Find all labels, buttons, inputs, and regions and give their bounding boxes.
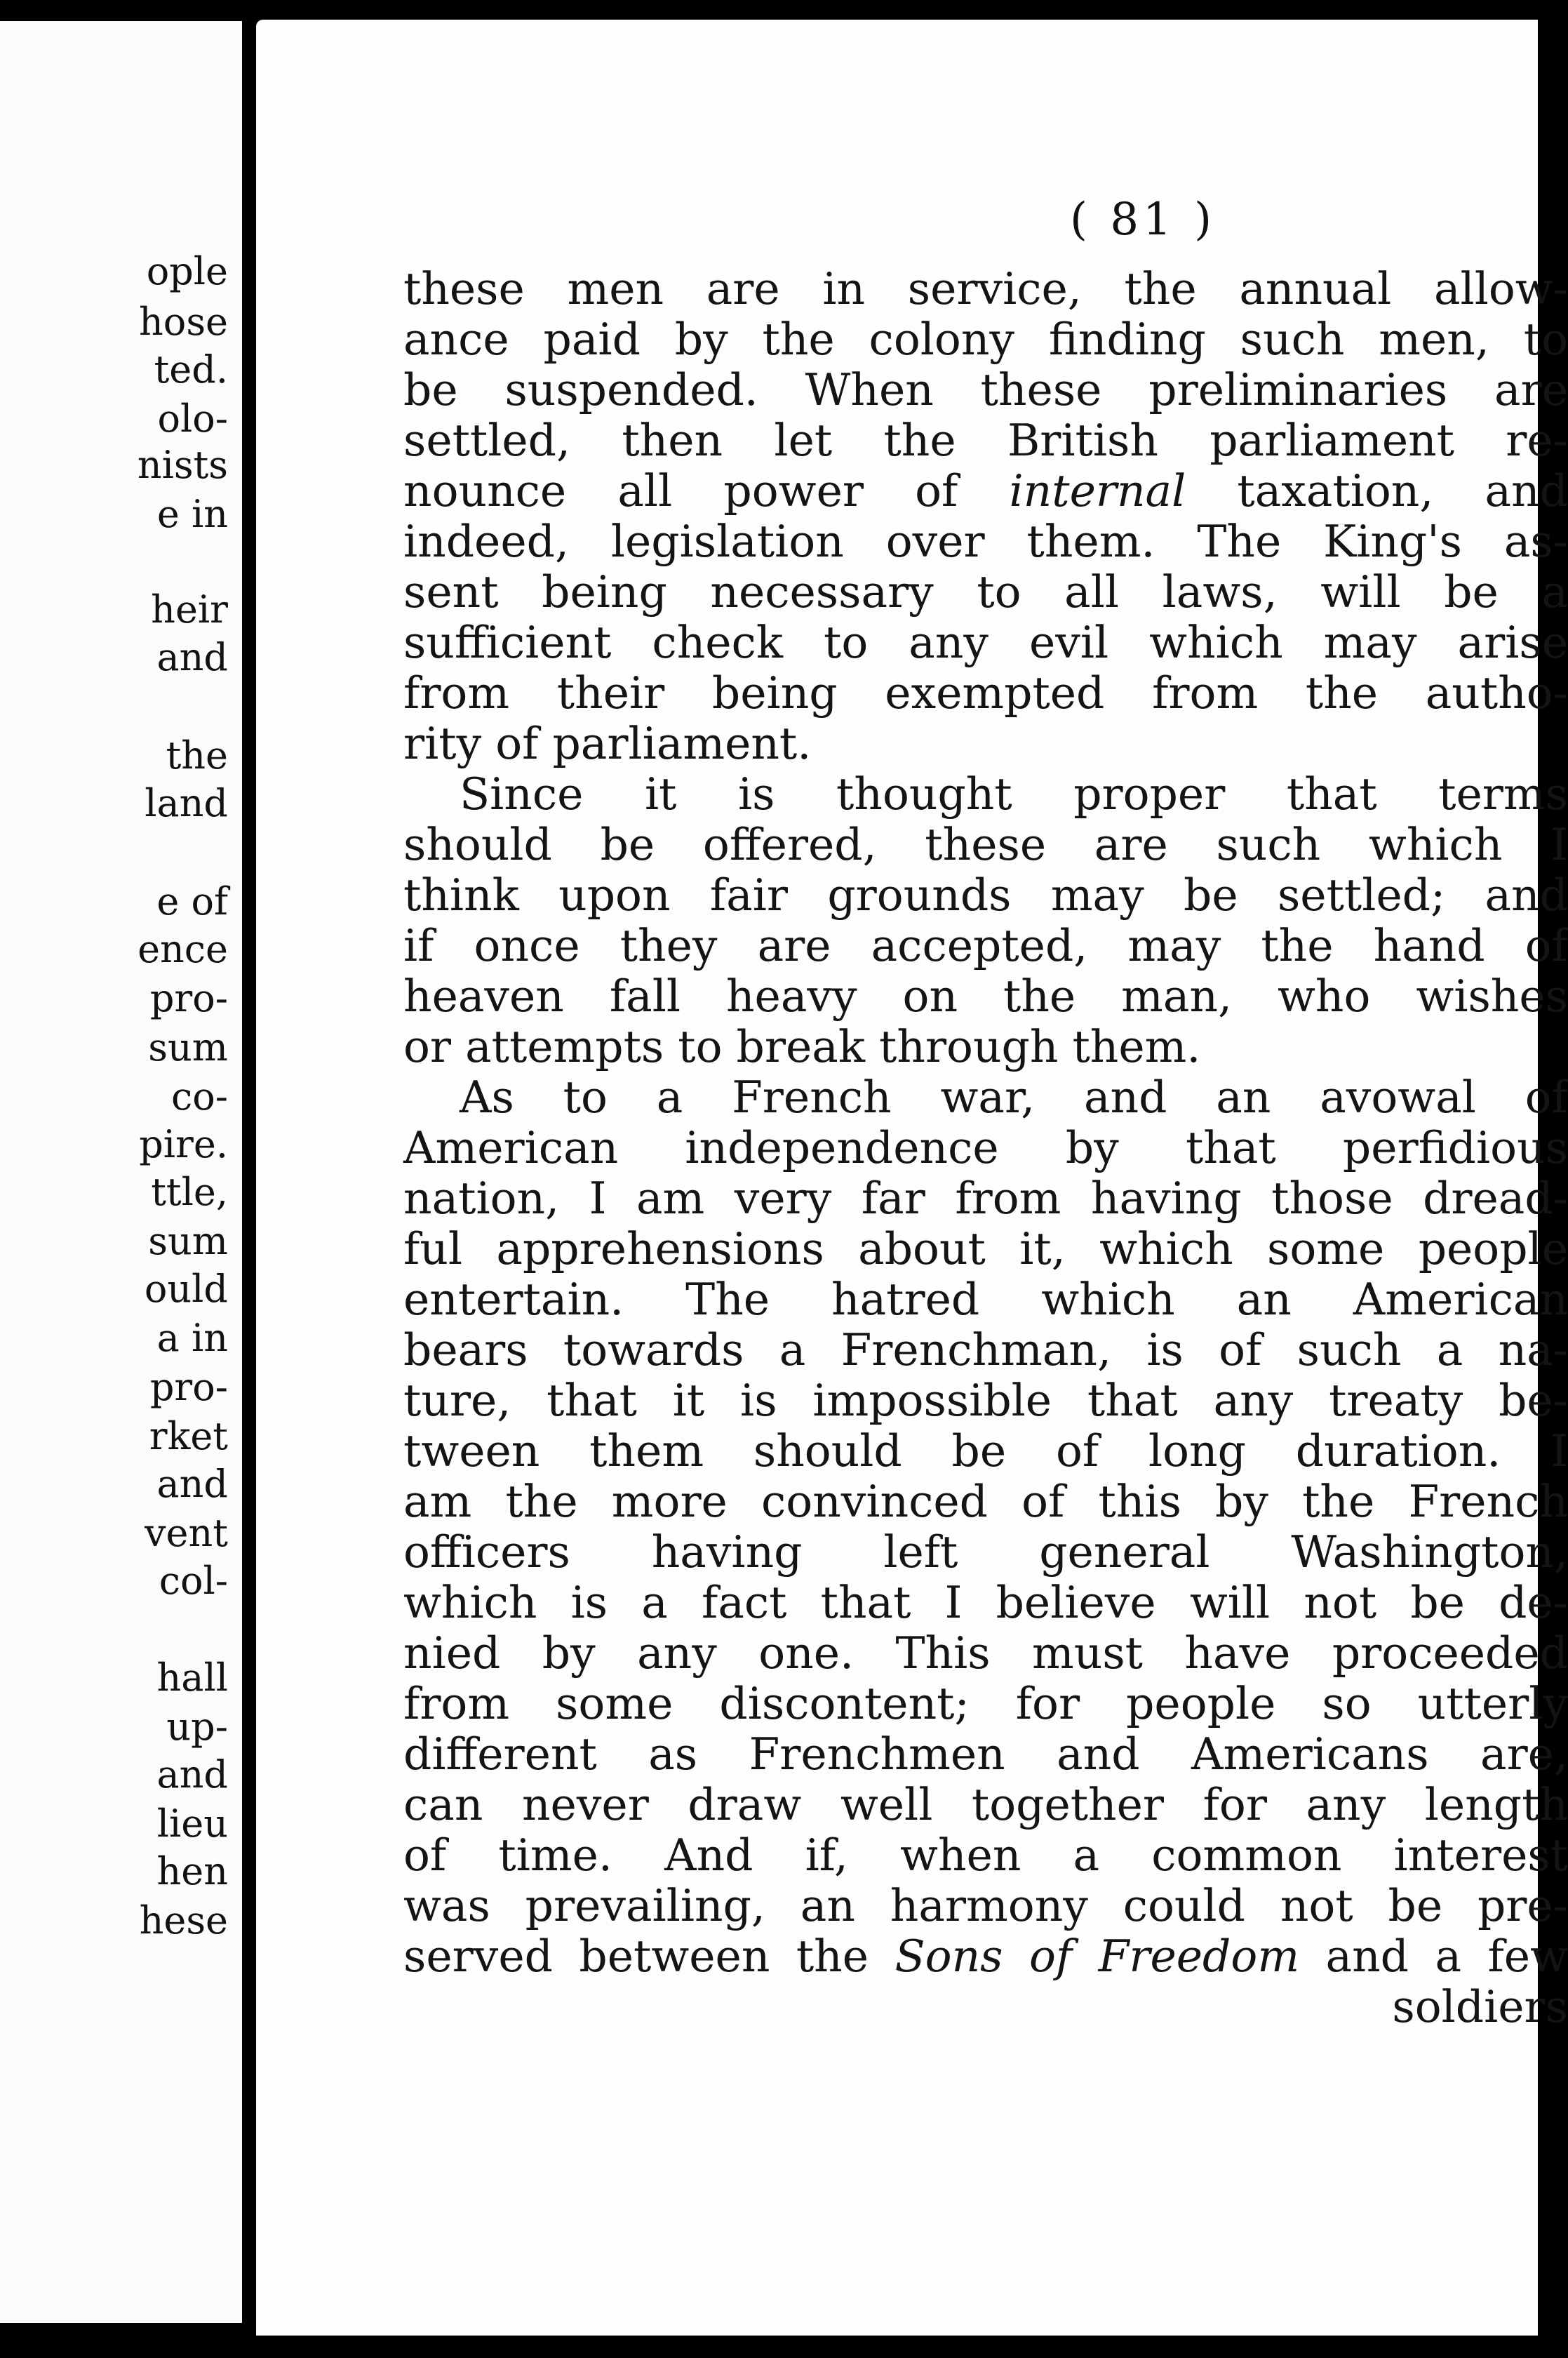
left-page-word-fragment: hese [139, 1898, 228, 1943]
left-page-word-fragment: land [145, 781, 228, 825]
text-line [403, 971, 1568, 1022]
text-line [403, 1577, 1568, 1628]
text-line [403, 819, 1568, 870]
line-text: tween them should be of long duration. I [403, 1425, 1568, 1477]
left-page-word-fragment: ould [144, 1267, 228, 1311]
line-text: ful apprehensions about it, which some people [403, 1223, 1568, 1274]
left-page-word-fragment: ople [146, 249, 228, 293]
text-line [403, 566, 1568, 618]
text-line [1168, 1981, 1568, 2032]
left-page-word-fragment: sum [148, 1219, 228, 1263]
text-line [403, 718, 1568, 769]
line-text: from some discontent; for people so utterly [403, 1678, 1568, 1729]
text-line [403, 1526, 1568, 1578]
left-page-word-fragment: and [156, 1462, 228, 1506]
line-text: or attempts to break through them. [403, 1021, 1201, 1072]
text-line [403, 1324, 1568, 1376]
text-line [403, 516, 1568, 567]
left-page-word-fragment: pro- [149, 976, 228, 1020]
left-page-word-fragment: heir [151, 587, 228, 632]
text-line [403, 1375, 1568, 1426]
line-text: settled, then let the British parliament re- [403, 415, 1568, 466]
line-text: different as Frenchmen and Americans are, [403, 1728, 1568, 1780]
text-line [403, 1627, 1568, 1679]
left-page-word-fragment: pire. [139, 1122, 228, 1166]
line-text: was prevailing, an harmony could not be pre- [403, 1880, 1568, 1931]
right-page [256, 20, 1568, 2336]
line-text: heaven fall heavy on the man, who wishes [403, 971, 1568, 1022]
text-line [403, 1425, 1568, 1477]
line-text: from their being exempted from the autho- [403, 667, 1568, 719]
text-line [460, 768, 1568, 820]
line-text: which is a fact that I believe will not be de- [403, 1577, 1568, 1628]
line-text: nounce all power of [403, 465, 1010, 517]
line-text: taxation, and [1186, 465, 1568, 517]
left-page-word-fragment: sum [148, 1025, 228, 1070]
line-text: bears towards a Frenchman, is of such a na- [403, 1324, 1568, 1376]
line-text: if once they are accepted, may the hand of [403, 920, 1568, 971]
italic-text: internal [1009, 465, 1186, 517]
line-text: these men are in service, the annual allow- [403, 263, 1568, 314]
line-text: soldiers [1392, 1981, 1568, 2032]
left-page-word-fragment: vent [145, 1511, 228, 1555]
line-text: sufficient check to any evil which may arise [403, 617, 1568, 668]
left-page-word-fragment: rket [149, 1414, 228, 1458]
line-text: can never draw well together for any length [403, 1779, 1568, 1830]
text-line [403, 1476, 1568, 1527]
left-page-word-fragment: hall [156, 1656, 228, 1700]
left-page-word-fragment: the [166, 733, 228, 778]
text-line [403, 1223, 1568, 1274]
italic-text: Sons of Freedom [894, 1931, 1300, 1982]
text-line [403, 920, 1568, 971]
left-page-word-fragment: and [156, 635, 228, 679]
line-text: entertain. The hatred which an American [403, 1274, 1568, 1325]
text-line [403, 667, 1568, 719]
left-page-word-fragment: pro- [149, 1365, 228, 1409]
text-line [403, 1728, 1568, 1780]
line-text: of time. And if, when a common interest [403, 1830, 1568, 1881]
text-line [403, 1830, 1568, 1881]
line-text: As to a French war, and an avowal of [460, 1072, 1568, 1123]
line-text: nied by any one. This must have proceeded [403, 1627, 1568, 1679]
left-page-word-fragment: up- [166, 1705, 228, 1749]
line-text: am the more convinced of this by the French [403, 1476, 1568, 1527]
text-line [403, 1021, 1568, 1072]
left-page-word-fragment: co- [171, 1074, 228, 1119]
text-line [403, 617, 1568, 668]
text-line [403, 1931, 1568, 1982]
line-text: should be offered, these are such which I [403, 819, 1568, 870]
text-line [460, 1072, 1568, 1123]
left-page-word-fragment: e in [156, 492, 228, 536]
line-text: Since it is thought proper that terms [460, 768, 1568, 820]
line-text: ture, that it is impossible that any treaty be- [403, 1375, 1568, 1426]
line-text: American independence by that perfidious [403, 1122, 1568, 1173]
line-text: served between the [403, 1931, 895, 1982]
line-text: indeed, legislation over them. The King's as- [403, 516, 1568, 567]
text-line [403, 314, 1568, 365]
left-page-word-fragment: hen [156, 1849, 228, 1893]
left-page-word-fragment: nists [137, 443, 228, 487]
line-text: be suspended. When these preliminaries are [403, 364, 1568, 415]
line-text: nation, I am very far from having those dread- [403, 1173, 1568, 1224]
line-text: officers having left general Washington, [403, 1526, 1568, 1578]
text-line [403, 1779, 1568, 1830]
left-page-word-fragment: hose [139, 300, 228, 344]
left-page-word-fragment: ence [138, 927, 228, 971]
left-page-word-fragment: e of [156, 879, 228, 924]
text-line [403, 1122, 1568, 1173]
left-page-word-fragment: a in [156, 1316, 228, 1360]
left-page-word-fragment: lieu [156, 1801, 228, 1846]
line-text: rity of parliament. [403, 718, 812, 769]
text-line [403, 1274, 1568, 1325]
text-line [403, 465, 1568, 517]
left-page-word-fragment: col- [159, 1559, 228, 1603]
left-page-word-fragment: olo- [157, 397, 228, 441]
text-line [403, 1880, 1568, 1931]
page-gutter [242, 0, 256, 2358]
line-text: think upon fair grounds may be settled; and [403, 870, 1568, 921]
page-number: ( 81 ) [1070, 194, 1217, 246]
line-text: ance paid by the colony finding such men, to [403, 314, 1568, 365]
left-page-word-fragment: ttle, [151, 1170, 228, 1214]
left-page-fragment [0, 21, 242, 2323]
text-line [403, 415, 1568, 466]
text-line [403, 870, 1568, 921]
text-line [403, 1173, 1568, 1224]
line-text: sent being necessary to all laws, will be a [403, 566, 1568, 618]
line-text: and a few [1299, 1931, 1568, 1982]
left-page-word-fragment: ted. [154, 347, 228, 392]
left-page-word-fragment: and [156, 1752, 228, 1797]
text-line [403, 364, 1568, 415]
text-line [403, 1678, 1568, 1729]
text-line [403, 263, 1568, 314]
